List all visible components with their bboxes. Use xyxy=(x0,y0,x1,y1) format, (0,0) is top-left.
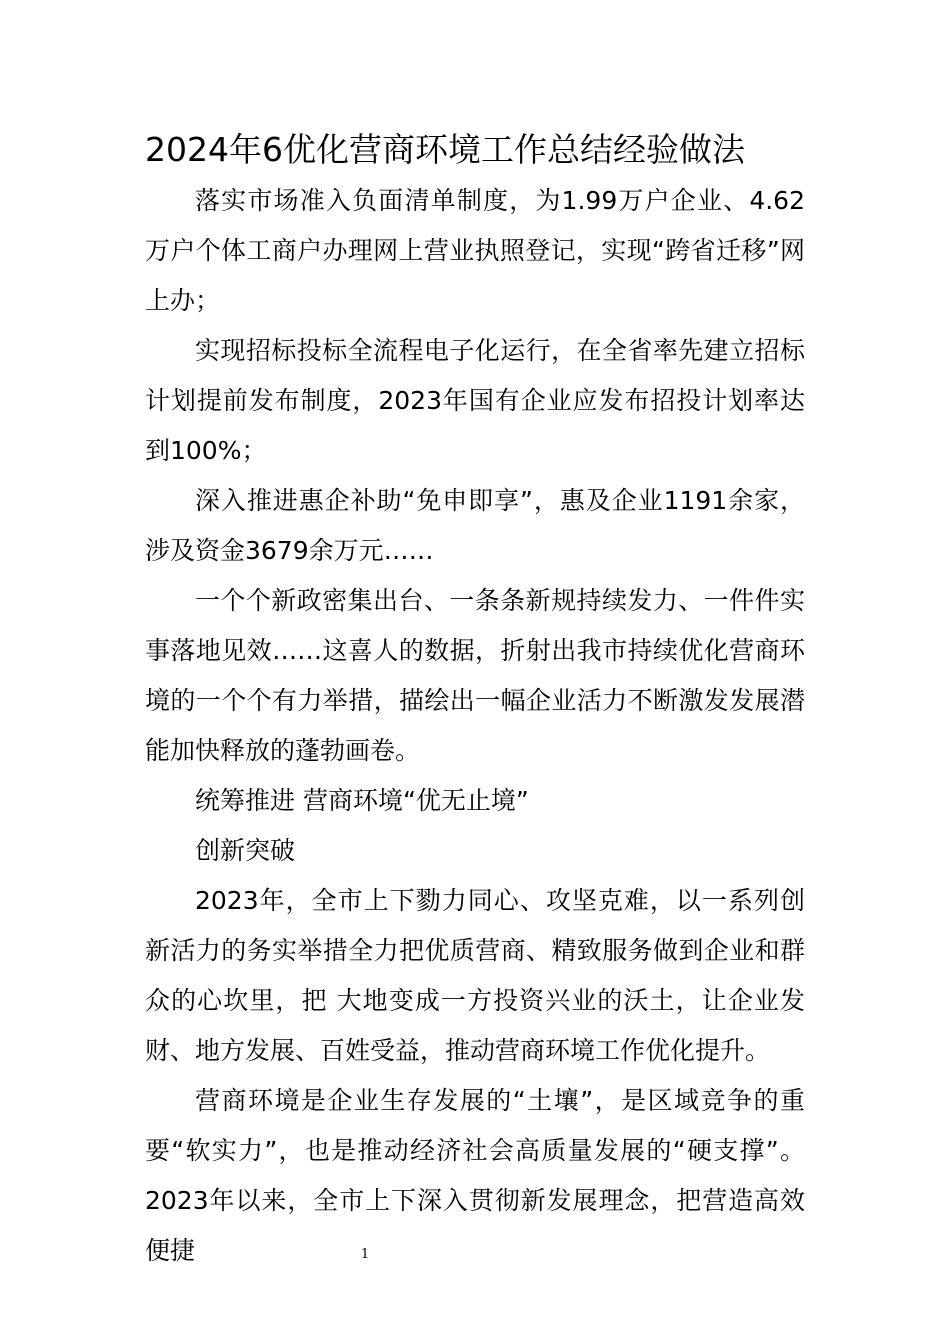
paragraph-subsidy: 深入推进惠企补助“免申即享”，惠及企业1191余家，涉及资金3679余万元…… xyxy=(145,486,805,565)
subsection-heading: 创新突破 xyxy=(195,836,296,865)
paragraph-market-access: 落实市场准入负面清单制度，为1.99万户企业、4.62万户个体工商户办理网上营业执照登记，实现“跨省迁移”网上办； xyxy=(145,186,805,315)
paragraph-business-environment: 营商环境是企业生存发展的“土壤”，是区域竞争的重要“软实力”，也是推动经济社会高质量发展的“硬支撑”。2023年以来，全市上下深入贯彻新发展理念，把营造高效便捷 xyxy=(145,1086,805,1265)
paragraph-policy-summary: 一个个新政密集出台、一条条新规持续发力、一件件实事落地见效……这喜人的数据，折射出我市持续优化营商环境的一个个有力举措，描绘出一幅企业活力不断激发发展潜能加快释放的蓬勃画卷。 xyxy=(145,586,805,765)
page-number: 1 xyxy=(360,1247,370,1262)
paragraph-2023-overview: 2023年，全市上下勠力同心、攻坚克难，以一系列创新活力的务实举措全力把优质营商、精致服务做到企业和群众的心坎里，把 大地变成一方投资兴业的沃土，让企业发财、地方发展、百姓受益，推动营商环境工作优化提升。 xyxy=(145,886,805,1065)
document-title: 2024年6优化营商环境工作总结经验做法 xyxy=(145,130,745,169)
document-body xyxy=(145,176,805,1276)
section-heading: 统筹推进 营商环境“优无止境” xyxy=(195,786,529,815)
paragraph-bidding: 实现招标投标全流程电子化运行，在全省率先建立招标计划提前发布制度，2023年国有企业应发布招投计划率达到100%； xyxy=(145,336,805,465)
